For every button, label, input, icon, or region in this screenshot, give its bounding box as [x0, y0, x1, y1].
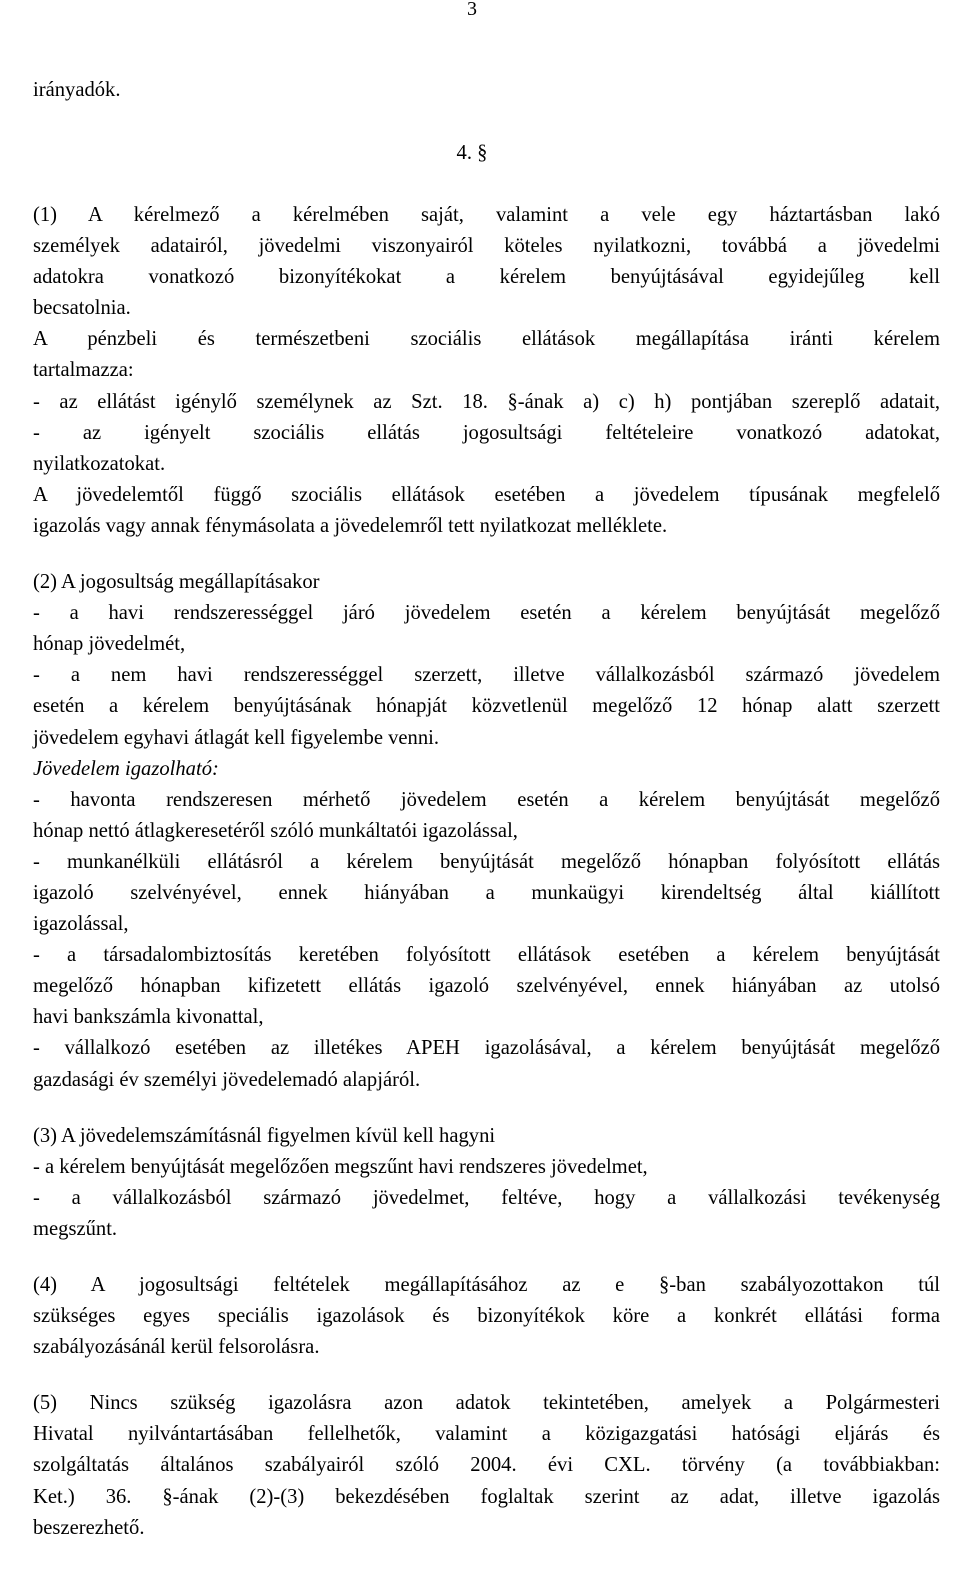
text-line: megelőző hónapban kifizetett ellátás igazoló szelvényével, ennek hiányában az utolsó [33, 975, 940, 998]
text-line: (3) A jövedelemszámításnál figyelmen kívül kell hagyni [33, 1124, 496, 1147]
text-line: - a vállalkozásból származó jövedelmet, feltéve, hogy a vállalkozási tevékenység [33, 1186, 940, 1209]
text-line: Hivatal nyilvántartásában fellelhetők, valamint a közigazgatási hatósági eljárás és [33, 1423, 940, 1446]
text-line: esetén a kérelem benyújtásának hónapját közvetlenül megelőző 12 hónap alatt szerzett [33, 695, 940, 718]
text-line: szükséges egyes speciális igazolások és bizonyítékok köre a konkrét ellátási forma [33, 1305, 940, 1328]
text-line: A pénzbeli és természetbeni szociális ellátások megállapítása iránti kérelem [33, 328, 940, 351]
text-line: becsatolnia. [33, 297, 131, 320]
text-line: megszűnt. [33, 1217, 118, 1240]
text-line: - munkanélküli ellátásról a kérelem benyújtását megelőző hónapban folyósított ellátás [33, 850, 940, 873]
paragraph-p2 [33, 567, 940, 1096]
text-line: adatokra vonatkozó bizonyítékokat a kérelem benyújtásával egyidejűleg kell [33, 266, 940, 289]
text-line: beszerezhető. [33, 1516, 145, 1539]
text-line: A jövedelemtől függő szociális ellátások esetében a jövedelem típusának megfelelő [33, 483, 940, 506]
text-line: Ket.) 36. §-ának (2)-(3) bekezdésében foglaltak szerint az adat, illetve igazolás [33, 1485, 940, 1508]
text-line: - a havi rendszerességgel járó jövedelem esetén a kérelem benyújtását megelőző [33, 602, 940, 625]
text-line: (1) A kérelmező a kérelmében saját, valamint a vele egy háztartásban lakó [33, 204, 940, 226]
text-line: Jövedelem igazolható: [33, 757, 219, 780]
text-line: igazolás vagy annak fénymásolata a jövedelemről tett nyilatkozat melléklete. [33, 514, 668, 537]
text-line: szolgáltatás általános szabályairól szóló 2004. évi CXL. törvény (a továbbiakban: [33, 1454, 940, 1477]
text-line: - a nem havi rendszerességgel szerzett, illetve vállalkozásból származó jövedelem [33, 664, 940, 687]
text-line: - vállalkozó esetében az illetékes APEH igazolásával, a kérelem benyújtását megelőző [33, 1037, 940, 1060]
text-line: (2) A jogosultság megállapításakor [33, 571, 320, 594]
text-line: - a kérelem benyújtását megelőzően megszűnt havi rendszeres jövedelmet, [33, 1155, 648, 1178]
text-line: igazolással, [33, 913, 129, 936]
paragraph-p1 [33, 200, 940, 542]
text-line: gazdasági év személyi jövedelemadó alapjáról. [33, 1068, 421, 1091]
text-line: - a társadalombiztosítás keretében folyósított ellátások esetében a kérelem benyújtását [33, 944, 940, 967]
text-line: tartalmazza: [33, 359, 134, 382]
paragraph-p3 [33, 1121, 940, 1245]
paragraph-p5 [33, 1388, 940, 1543]
text-line: személyek adatairól, jövedelmi viszonyairól köteles nyilatkozni, továbbá a jövedelmi [33, 235, 940, 258]
text-line: (5) Nincs szükség igazolásra azon adatok tekintetében, amelyek a Polgármesteri [33, 1392, 940, 1415]
text-line: jövedelem egyhavi átlagát kell figyelembe venni. [33, 726, 440, 749]
text-line: - az ellátást igénylő személynek az Szt. 18. §-ának a) c) h) pontjában szereplő adatait, [33, 390, 940, 413]
text-line: igazoló szelvényével, ennek hiányában a munkaügyi kirendeltség által kiállított [33, 881, 940, 904]
page-number: 3 [467, 0, 477, 20]
document-body [33, 200, 940, 1544]
intro-fragment: irányadók. [33, 79, 121, 101]
text-line: hónap nettó átlagkeresetéről szóló munkáltatói igazolással, [33, 819, 518, 842]
text-line: havi bankszámla kivonattal, [33, 1006, 264, 1029]
text-line: - az igényelt szociális ellátás jogosultsági feltételeire vonatkozó adatokat, [33, 421, 940, 444]
text-line: (4) A jogosultsági feltételek megállapításához az e §-ban szabályozottakon túl [33, 1274, 940, 1296]
text-line: szabályozásánál kerül felsorolásra. [33, 1336, 320, 1359]
section-heading: 4. § [456, 142, 488, 164]
text-line: - havonta rendszeresen mérhető jövedelem esetén a kérelem benyújtását megelőző [33, 788, 940, 811]
text-line: hónap jövedelmét, [33, 633, 186, 656]
text-line: nyilatkozatokat. [33, 452, 166, 475]
paragraph-p4 [33, 1270, 940, 1363]
